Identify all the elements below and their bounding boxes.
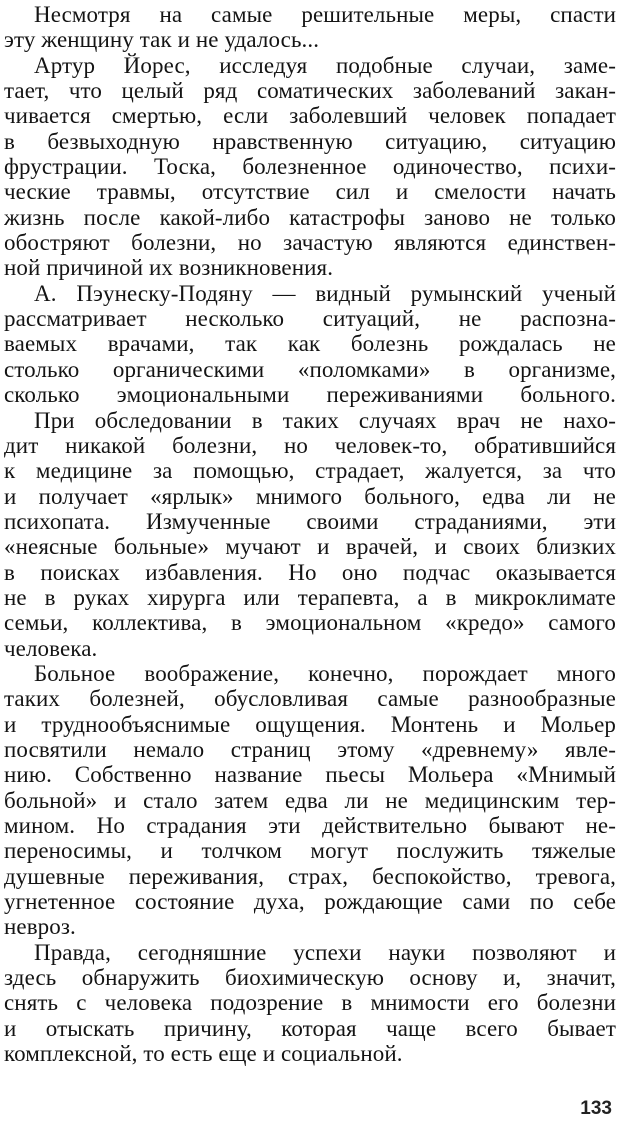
text-line: комплексной, то есть еще и социальной. — [4, 1041, 403, 1067]
text-line: и отыскать причину, которая чаще всего бывает — [4, 1015, 616, 1041]
text-line: душевные переживания, страх, беспокойство, тревога, — [4, 863, 616, 889]
text-line: в безвыходную нравственную ситуацию, ситуацию — [4, 128, 616, 154]
text-line: семьи, коллектива, в эмоциональном «кредо» самого — [4, 610, 616, 636]
text-line: переносимы, и толчком могут послужить тяжелые — [4, 838, 616, 864]
text-line: невроз. — [4, 914, 76, 940]
text-line: снять с человека подозрение в мнимости его болезни — [4, 990, 616, 1016]
text-line: Правда, сегодняшние успехи науки позволяют и — [34, 939, 616, 965]
text-line: угнетенное состояние духа, рождающие сами по себе — [4, 889, 616, 915]
text-line: нию. Собственно название пьесы Мольера «Мнимый — [4, 762, 616, 788]
text-line: таких болезней, обусловливая самые разнообразные — [4, 686, 616, 712]
book-page-text — [4, 2, 616, 1066]
text-line: Артур Йорес, исследуя подобные случаи, заме- — [34, 52, 616, 78]
text-line: При обследовании в таких случаях врач не нахо- — [34, 407, 616, 433]
text-line: человека. — [4, 635, 98, 661]
text-line: и труднообъяснимые ощущения. Монтень и Мольер — [4, 711, 616, 737]
text-line: А. Пэунеску-Подяну — видный румынский ученый — [34, 280, 616, 306]
text-line: посвятили немало страниц этому «древнему» явле- — [4, 736, 616, 762]
text-line: ваемых врачами, так как болезнь рождалась не — [4, 331, 616, 357]
text-line: мином. Но страдания эти действительно бывают не- — [4, 813, 616, 838]
text-line: к медицине за помощью, страдает, жалуется, за что — [4, 458, 616, 484]
text-line: столько органическими «поломками» в организме, — [4, 356, 616, 382]
text-line: эту женщину так и не удалось... — [4, 27, 320, 53]
page-number: 133 — [580, 1098, 612, 1119]
text-line: тает, что целый ряд соматических заболеваний закан- — [4, 78, 616, 104]
text-line: сколько эмоциональными переживаниями больного. — [4, 382, 616, 408]
text-line: в поисках избавления. Но оно подчас оказывается — [4, 559, 616, 585]
text-line: «неясные больные» мучают и врачей, и своих близких — [4, 534, 616, 560]
text-line: Больное воображение, конечно, порождает много — [34, 660, 616, 686]
text-line: обостряют болезни, но зачастую являются единствен- — [4, 230, 616, 256]
text-line: рассматривает несколько ситуаций, не распозна- — [4, 306, 616, 332]
text-line: здесь обнаружить биохимическую основу и, значит, — [4, 965, 616, 991]
text-line: ной причиной их возникновения. — [4, 255, 334, 281]
text-line: чивается смертью, если заболевший человек попадает — [4, 103, 616, 129]
text-line: дит никакой болезни, но человек-то, обратившийся — [4, 432, 616, 458]
text-line: фрустрации. Тоска, болезненное одиночество, психи- — [4, 154, 616, 180]
text-line: ческие травмы, отсутствие сил и смелости начать — [4, 179, 616, 205]
text-line: Несмотря на самые решительные меры, спасти — [34, 2, 616, 27]
text-line: и получает «ярлык» мнимого больного, едва ли не — [4, 483, 616, 509]
text-line: не в руках хирурга или терапевта, а в микроклимате — [4, 584, 616, 610]
text-line: жизнь после какой-либо катастрофы заново не только — [4, 204, 616, 230]
text-line: психопата. Измученные своими страданиями, эти — [4, 508, 616, 534]
text-line: больной» и стало затем едва ли не медицинским тер- — [4, 787, 616, 813]
